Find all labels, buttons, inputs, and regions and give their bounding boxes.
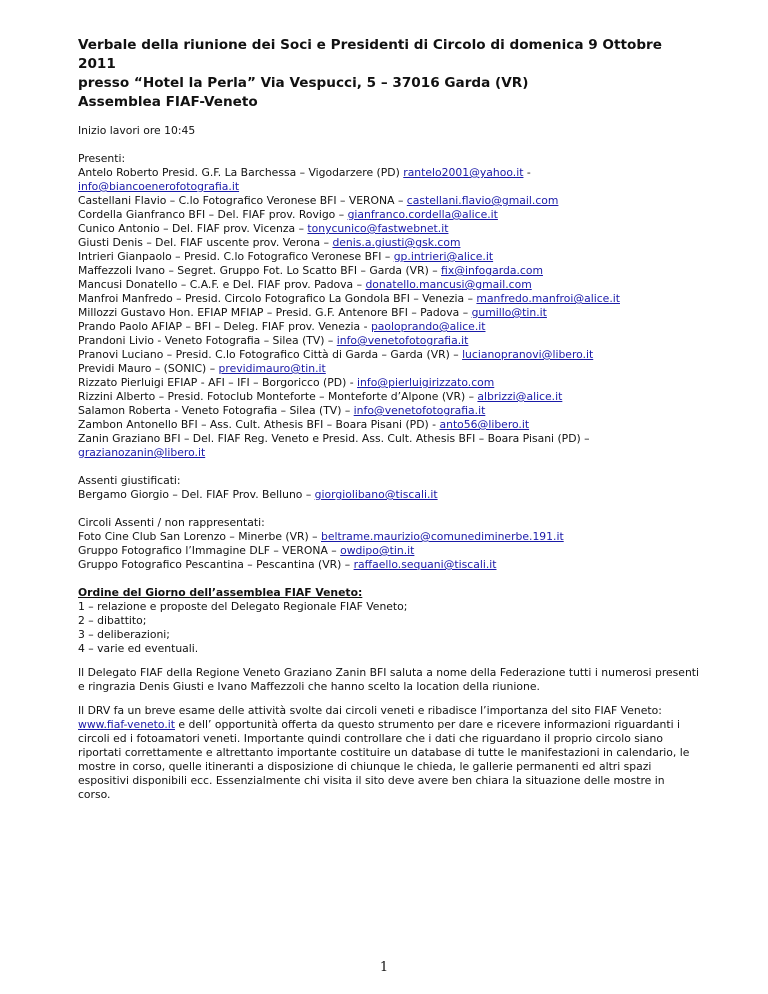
entry-line xyxy=(78,544,700,558)
absent-clubs-heading: Circoli Assenti / non rappresentati: xyxy=(78,516,265,529)
title-line-1: Verbale della riunione dei Soci e Presidenti di Circolo di domenica 9 Ottobre 2011 xyxy=(78,37,662,72)
email-link[interactable]: fix@infogarda.com xyxy=(441,264,543,277)
entry-line xyxy=(78,362,700,376)
entry-text: Rizzato Pierluigi EFIAP - AFI – IFI – Borgoricco (PD) - xyxy=(78,376,358,389)
entry-line xyxy=(78,446,700,460)
email-link[interactable]: info@venetofotografia.it xyxy=(353,404,486,417)
paragraph-greeting: Il Delegato FIAF della Regione Veneto Graziano Zanin BFI saluta a nome della Federazione tutti i numerosi presenti e ringrazia Denis Giusti e Ivano Maffezzoli che hanno scelto la location della riunione. xyxy=(78,666,700,693)
page-number: 1 xyxy=(379,960,389,975)
entry-text: Antelo Roberto Presid. G.F. La Barchessa – Vigodarzere (PD) xyxy=(78,166,404,179)
email-link[interactable]: gp.intrieri@alice.it xyxy=(393,250,494,263)
email-link[interactable]: manfredo.manfroi@alice.it xyxy=(476,292,620,305)
entry-text: Castellani Flavio – C.lo Fotografico Veronese BFI – VERONA – xyxy=(78,194,407,207)
absent-justified-list xyxy=(78,488,700,502)
email-link[interactable]: info@venetofotografia.it xyxy=(336,334,469,347)
email-link[interactable]: grazianozanin@libero.it xyxy=(78,446,206,459)
entry-text: Manfroi Manfredo – Presid. Circolo Fotografico La Gondola BFI – Venezia – xyxy=(78,292,477,305)
agenda-item: 4 – varie ed eventuali. xyxy=(78,642,199,655)
entry-text: Bergamo Giorgio – Del. FIAF Prov. Belluno – xyxy=(78,488,315,501)
email-link[interactable]: albrizzi@alice.it xyxy=(477,390,563,403)
agenda-heading: Ordine del Giorno dell’assemblea FIAF Veneto: xyxy=(78,586,363,599)
entry-line xyxy=(78,404,700,418)
entry-line xyxy=(78,292,700,306)
entry-text: Foto Cine Club San Lorenzo – Minerbe (VR) – xyxy=(78,530,321,543)
email-link[interactable]: anto56@libero.it xyxy=(439,418,530,431)
entry-line xyxy=(78,432,700,446)
entry-text: Zanin Graziano BFI – Del. FIAF Reg. Veneto e Presid. Ass. Cult. Athesis BFI – Boara Pisani (PD) – xyxy=(78,432,590,445)
entry-text: Prandoni Livio - Veneto Fotografia – Silea (TV) – xyxy=(78,334,337,347)
entry-line xyxy=(78,558,700,572)
email-link[interactable]: donatello.mancusi@gmail.com xyxy=(365,278,532,291)
email-link[interactable]: beltrame.maurizio@comunediminerbe.191.it xyxy=(320,530,564,543)
paragraph-website-text-before: Il DRV fa un breve esame delle attività svolte dai circoli veneti e ribadisce l’importanza del sito FIAF Veneto: xyxy=(78,704,662,717)
email-link[interactable]: info@biancoenerofotografia.it xyxy=(78,180,240,193)
email-link[interactable]: tonycunico@fastwebnet.it xyxy=(307,222,449,235)
email-link[interactable]: info@pierluigirizzato.com xyxy=(357,376,495,389)
absent-clubs-list xyxy=(78,530,700,572)
paragraph-website xyxy=(78,704,700,802)
agenda-item: 2 – dibattito; xyxy=(78,614,147,627)
email-link[interactable]: gumillo@tin.it xyxy=(471,306,547,319)
entry-text: Gruppo Fotografico l’Immagine DLF – VERONA – xyxy=(78,544,341,557)
entry-text: Previdi Mauro – (SONIC) – xyxy=(78,362,219,375)
entry-text: Salamon Roberta - Veneto Fotografia – Silea (TV) – xyxy=(78,404,354,417)
email-link[interactable]: raffaello.sequani@tiscali.it xyxy=(353,558,497,571)
email-link[interactable]: gianfranco.cordella@alice.it xyxy=(347,208,498,221)
entry-suffix: - xyxy=(523,166,531,179)
entry-text: Mancusi Donatello – C.A.F. e Del. FIAF prov. Padova – xyxy=(78,278,366,291)
present-list xyxy=(78,166,700,460)
email-link[interactable]: giorgiolibano@tiscali.it xyxy=(314,488,438,501)
entry-line xyxy=(78,488,700,502)
entry-text: Maffezzoli Ivano – Segret. Gruppo Fot. Lo Scatto BFI – Garda (VR) – xyxy=(78,264,442,277)
entry-line xyxy=(78,194,700,208)
absent-justified-heading: Assenti giustificati: xyxy=(78,474,181,487)
entry-text: Giusti Denis – Del. FIAF uscente prov. Verona – xyxy=(78,236,333,249)
title-line-2: presso “Hotel la Perla” Via Vespucci, 5 – 37016 Garda (VR) xyxy=(78,75,529,91)
entry-line xyxy=(78,348,700,362)
entry-line xyxy=(78,180,700,194)
entry-line xyxy=(78,166,700,180)
email-link[interactable]: previdimauro@tin.it xyxy=(218,362,326,375)
paragraph-website-text-after: e dell’ opportunità offerta da questo strumento per dare e ricevere informazioni riguardanti i circoli ed i fotoamatori veneti. Importante quindi controllare che i dati che riguardano il proprio circolo siano riportati correttamente e altrettanto importante costituire un database di tutte le manifestazioni in calendario, le mostre in corso, quelle itineranti a disposizione di chiunque le chieda, le gallerie permanenti ed altri spazi espositivi disponibili ecc. Essenzialmente chi visita il sito deve avere ben chiara la situazione delle mostre in corso. xyxy=(78,718,690,801)
entry-line xyxy=(78,530,700,544)
entry-text: Pranovi Luciano – Presid. C.lo Fotografico Città di Garda – Garda (VR) – xyxy=(78,348,463,361)
entry-line xyxy=(78,418,700,432)
entry-text: Prando Paolo AFIAP – BFI – Deleg. FIAF prov. Venezia - xyxy=(78,320,371,333)
start-time: Inizio lavori ore 10:45 xyxy=(78,124,196,137)
entry-line xyxy=(78,306,700,320)
entry-text: Zambon Antonello BFI – Ass. Cult. Athesis BFI – Boara Pisani (PD) - xyxy=(78,418,440,431)
email-link[interactable]: rantelo2001@yahoo.it xyxy=(403,166,524,179)
entry-text: Gruppo Fotografico Pescantina – Pescantina (VR) – xyxy=(78,558,354,571)
email-link[interactable]: owdipo@tin.it xyxy=(340,544,415,557)
title-line-3: Assemblea FIAF-Veneto xyxy=(78,94,258,110)
entry-line xyxy=(78,236,700,250)
website-link[interactable]: www.fiaf-veneto.it xyxy=(78,718,175,731)
present-heading: Presenti: xyxy=(78,152,126,165)
entry-line xyxy=(78,376,700,390)
entry-text: Millozzi Gustavo Hon. EFIAP MFIAP – Presid. G.F. Antenore BFI – Padova – xyxy=(78,306,472,319)
entry-line xyxy=(78,278,700,292)
entry-text: Cordella Gianfranco BFI – Del. FIAF prov. Rovigo – xyxy=(78,208,348,221)
email-link[interactable]: castellani.flavio@gmail.com xyxy=(406,194,559,207)
agenda-list xyxy=(78,600,700,656)
entry-text: Cunico Antonio – Del. FIAF prov. Vicenza – xyxy=(78,222,308,235)
entry-line xyxy=(78,222,700,236)
entry-line xyxy=(78,334,700,348)
agenda-item: 3 – deliberazioni; xyxy=(78,628,170,641)
email-link[interactable]: paoloprando@alice.it xyxy=(370,320,486,333)
entry-text: Rizzini Alberto – Presid. Fotoclub Monteforte – Monteforte d’Alpone (VR) – xyxy=(78,390,478,403)
entry-line xyxy=(78,208,700,222)
entry-line xyxy=(78,250,700,264)
document-page xyxy=(78,36,700,802)
entry-line xyxy=(78,390,700,404)
entry-text: Intrieri Gianpaolo – Presid. C.lo Fotografico Veronese BFI – xyxy=(78,250,394,263)
entry-line xyxy=(78,320,700,334)
entry-line xyxy=(78,264,700,278)
email-link[interactable]: lucianopranovi@libero.it xyxy=(462,348,594,361)
agenda-item: 1 – relazione e proposte del Delegato Regionale FIAF Veneto; xyxy=(78,600,408,613)
email-link[interactable]: denis.a.giusti@gsk.com xyxy=(332,236,461,249)
